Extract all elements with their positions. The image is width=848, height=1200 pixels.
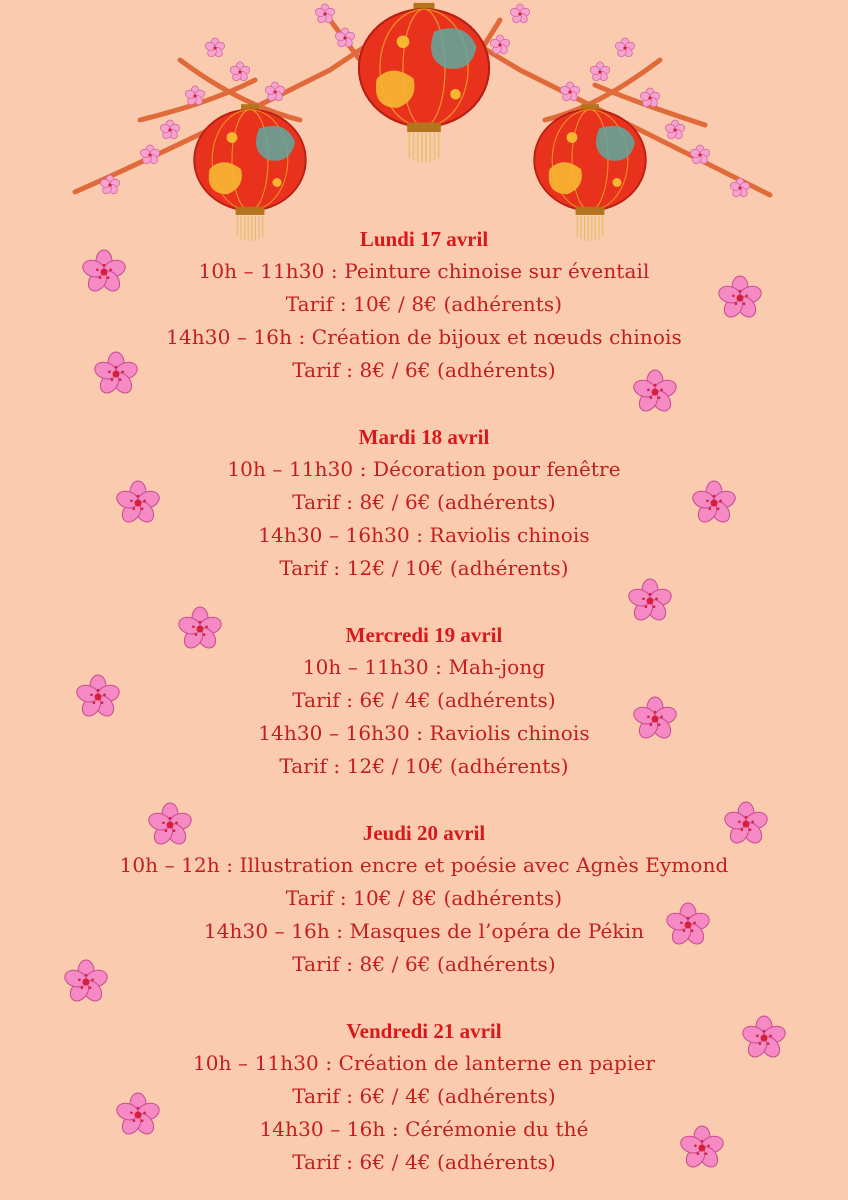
- day-title: Mercredi 19 avril: [345, 623, 503, 647]
- price-line: Tarif : 8€ / 6€ (adhérents): [292, 358, 556, 382]
- activity-line: 10h – 11h30 : Mah-jong: [302, 655, 546, 679]
- activity-line: 14h30 – 16h : Création de bijoux et nœuds chinois: [166, 325, 682, 349]
- price-line: Tarif : 12€ / 10€ (adhérents): [279, 754, 569, 778]
- price-line: Tarif : 10€ / 8€ (adhérents): [285, 886, 563, 910]
- day-title: Lundi 17 avril: [359, 227, 489, 251]
- price-line: Tarif : 8€ / 6€ (adhérents): [292, 490, 556, 514]
- price-line: Tarif : 6€ / 4€ (adhérents): [292, 1150, 556, 1174]
- day-title: Vendredi 21 avril: [346, 1019, 502, 1043]
- activity-line: 14h30 – 16h : Masques de l’opéra de Pékin: [203, 919, 645, 943]
- price-line: Tarif : 6€ / 4€ (adhérents): [292, 1084, 556, 1108]
- activity-line: 14h30 – 16h : Cérémonie du thé: [259, 1117, 589, 1141]
- day-title: Jeudi 20 avril: [362, 821, 486, 845]
- price-line: Tarif : 10€ / 8€ (adhérents): [285, 292, 563, 316]
- price-line: Tarif : 6€ / 4€ (adhérents): [292, 688, 556, 712]
- day-title: Mardi 18 avril: [358, 425, 490, 449]
- price-line: Tarif : 8€ / 6€ (adhérents): [292, 952, 556, 976]
- price-line: Tarif : 12€ / 10€ (adhérents): [279, 556, 569, 580]
- activity-line: 10h – 12h : Illustration encre et poésie avec Agnès Eymond: [119, 853, 729, 877]
- activity-line: 14h30 – 16h30 : Raviolis chinois: [258, 721, 590, 745]
- activity-line: 10h – 11h30 : Peinture chinoise sur éventail: [198, 259, 650, 283]
- activity-line: 14h30 – 16h30 : Raviolis chinois: [258, 523, 590, 547]
- activity-line: 10h – 11h30 : Création de lanterne en papier: [192, 1051, 656, 1075]
- activity-line: 10h – 11h30 : Décoration pour fenêtre: [227, 457, 621, 481]
